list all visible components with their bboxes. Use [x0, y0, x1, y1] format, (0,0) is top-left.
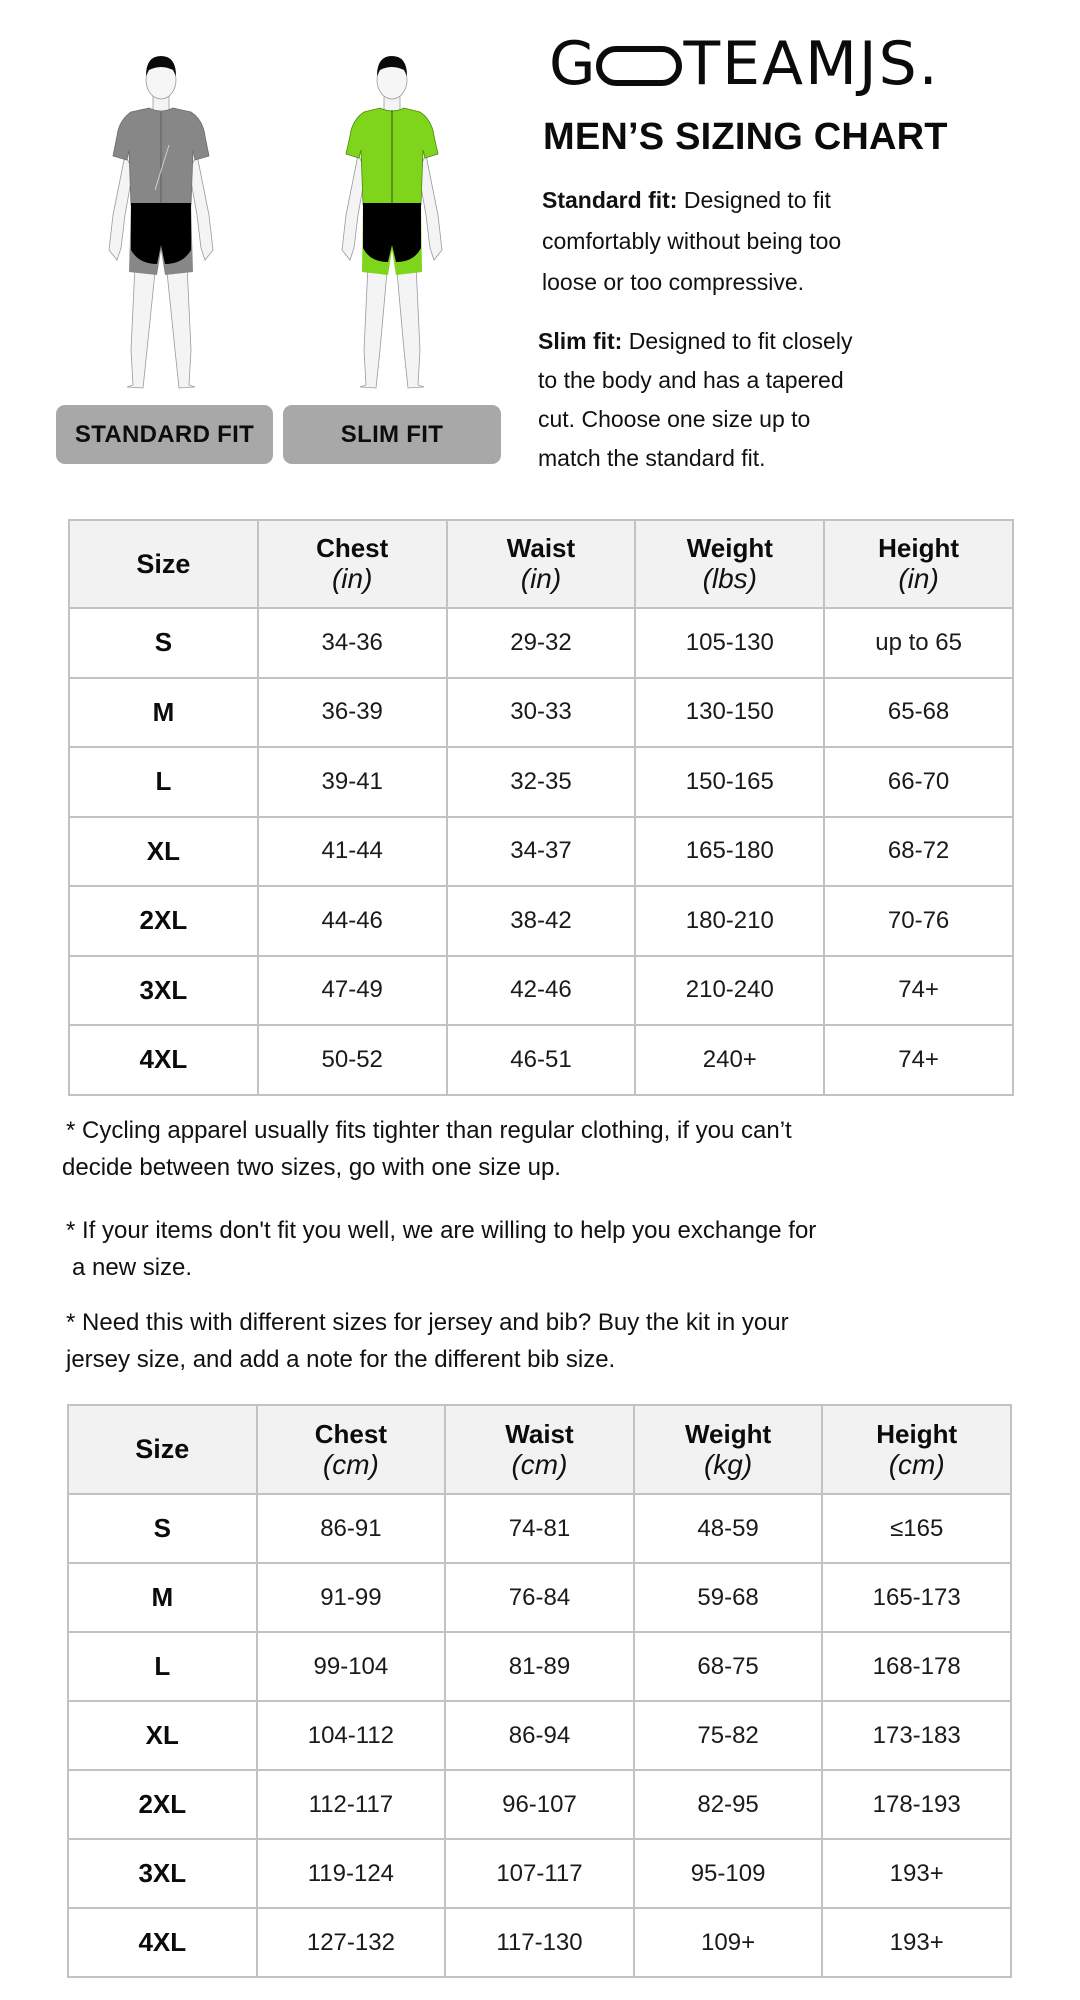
size-cell: L [68, 1632, 257, 1701]
height-cell: 173-183 [822, 1701, 1011, 1770]
size-cell: XL [69, 817, 258, 887]
weight-cell: 240+ [635, 1025, 824, 1095]
waist-cell: 117-130 [445, 1908, 634, 1977]
desc-line: cut. Choose one size up to [538, 406, 811, 432]
height-cell: 193+ [822, 1908, 1011, 1977]
header-unit: (cm) [511, 1448, 568, 1480]
standard-fit-button[interactable] [56, 405, 273, 464]
standard-fit-figure [91, 50, 231, 395]
standard-fit-button-label: STANDARD FIT [74, 420, 255, 448]
waist-cell: 29-32 [447, 608, 636, 678]
logo-pill-icon [596, 46, 682, 86]
weight-cell: 210-240 [635, 956, 824, 1026]
page-title: MEN’S SIZING CHART [543, 116, 948, 158]
waist-cell: 86-94 [445, 1701, 634, 1770]
table-row [69, 956, 1013, 1026]
header-height [822, 1405, 1011, 1494]
header-size [69, 520, 258, 608]
chest-cell: 119-124 [257, 1839, 446, 1908]
size-table-metric [67, 1404, 1012, 1978]
waist-cell: 74-81 [445, 1494, 634, 1563]
chest-cell: 112-117 [257, 1770, 446, 1839]
chest-cell: 50-52 [258, 1025, 447, 1095]
header-waist [447, 520, 636, 608]
header-label: Waist [506, 533, 576, 563]
desc-line: comfortably without being too [542, 228, 842, 254]
size-cell: 3XL [68, 1839, 257, 1908]
chest-cell: 91-99 [257, 1563, 446, 1632]
height-cell: 178-193 [822, 1770, 1011, 1839]
note-line: * Need this with different sizes for jersey and bib? Buy the kit in your [66, 1309, 789, 1336]
header-label: Size [136, 548, 191, 579]
size-cell: S [68, 1494, 257, 1563]
header-unit: (kg) [703, 1448, 753, 1480]
slim-fit-description [538, 322, 938, 478]
header-unit: (in) [898, 563, 939, 594]
weight-cell: 130-150 [635, 678, 824, 748]
logo-text-suffix: TEAMJS. [683, 29, 940, 99]
weight-cell: 105-130 [635, 608, 824, 678]
table-row [68, 1770, 1011, 1839]
chest-cell: 99-104 [257, 1632, 446, 1701]
height-cell: 165-173 [822, 1563, 1011, 1632]
header-label: Weight [686, 533, 773, 563]
table-header-row [69, 520, 1013, 608]
table-row [68, 1908, 1011, 1977]
standard-fit-desc-label: Standard fit: [542, 187, 678, 213]
logo-text-prefix: G [549, 29, 598, 99]
height-cell: 74+ [824, 1025, 1013, 1095]
note-fit-advice [62, 1112, 1042, 1186]
weight-cell: 59-68 [634, 1563, 823, 1632]
chest-cell: 127-132 [257, 1908, 446, 1977]
header-weight [634, 1405, 823, 1494]
weight-cell: 95-109 [634, 1839, 823, 1908]
note-exchange [62, 1212, 1042, 1286]
header-label: Weight [684, 1418, 772, 1449]
header-unit: (cm) [888, 1448, 945, 1480]
size-cell: XL [68, 1701, 257, 1770]
header-chest [258, 520, 447, 608]
chest-cell: 36-39 [258, 678, 447, 748]
size-cell: 2XL [68, 1770, 257, 1839]
slim-fit-desc-label: Slim fit: [538, 328, 623, 354]
note-line: a new size. [72, 1254, 193, 1281]
header-chest [257, 1405, 446, 1494]
desc-line: Designed to fit [677, 187, 831, 213]
chest-cell: 41-44 [258, 817, 447, 887]
table-row [69, 678, 1013, 748]
table-row [69, 747, 1013, 817]
cyclist-slim-illustration [322, 50, 462, 395]
note-line: jersey size, and add a note for the different bib size. [66, 1346, 616, 1373]
height-cell: 74+ [824, 956, 1013, 1026]
chest-cell: 34-36 [258, 608, 447, 678]
size-cell: L [69, 747, 258, 817]
waist-cell: 30-33 [447, 678, 636, 748]
waist-cell: 42-46 [447, 956, 636, 1026]
header-waist [445, 1405, 634, 1494]
standard-fit-description [542, 180, 942, 303]
header-label: Size [135, 1434, 190, 1464]
table-row [69, 1025, 1013, 1095]
desc-line: match the standard fit. [538, 445, 766, 471]
size-cell: 4XL [69, 1025, 258, 1095]
desc-line: to the body and has a tapered [538, 367, 844, 393]
header-label: Chest [316, 533, 389, 563]
chest-cell: 86-91 [257, 1494, 446, 1563]
height-cell: up to 65 [824, 608, 1013, 678]
table-row [68, 1839, 1011, 1908]
header-unit: (cm) [322, 1448, 379, 1480]
height-cell: 70-76 [824, 886, 1013, 956]
note-line: * If your items don't fit you well, we are willing to help you exchange for [66, 1217, 817, 1244]
header-unit: (in) [331, 563, 373, 594]
desc-line: loose or too compressive. [542, 269, 805, 295]
header-label: Waist [505, 1418, 574, 1449]
weight-cell: 48-59 [634, 1494, 823, 1563]
size-cell: 3XL [69, 956, 258, 1026]
size-cell: M [68, 1563, 257, 1632]
logo-wordmark [549, 29, 940, 99]
height-cell: 66-70 [824, 747, 1013, 817]
slim-fit-button-label: SLIM FIT [340, 420, 444, 448]
size-cell: 2XL [69, 886, 258, 956]
chest-cell: 44-46 [258, 886, 447, 956]
weight-cell: 109+ [634, 1908, 823, 1977]
waist-cell: 81-89 [445, 1632, 634, 1701]
table-row [68, 1701, 1011, 1770]
waist-cell: 38-42 [447, 886, 636, 956]
slim-fit-button[interactable] [283, 405, 501, 464]
chest-cell: 47-49 [258, 956, 447, 1026]
waist-cell: 76-84 [445, 1563, 634, 1632]
size-cell: S [69, 608, 258, 678]
desc-line: Designed to fit closely [622, 328, 853, 354]
cyclist-standard-illustration [91, 50, 231, 395]
waist-cell: 107-117 [445, 1839, 634, 1908]
weight-cell: 75-82 [634, 1701, 823, 1770]
waist-cell: 34-37 [447, 817, 636, 887]
size-cell: 4XL [68, 1908, 257, 1977]
size-cell: M [69, 678, 258, 748]
chest-cell: 39-41 [258, 747, 447, 817]
note-line: decide between two sizes, go with one size up. [62, 1154, 561, 1181]
weight-cell: 68-75 [634, 1632, 823, 1701]
height-cell: ≤165 [822, 1494, 1011, 1563]
chest-cell: 104-112 [257, 1701, 446, 1770]
table-row [69, 817, 1013, 887]
slim-fit-figure [322, 50, 462, 395]
header-label: Chest [314, 1418, 388, 1449]
waist-cell: 96-107 [445, 1770, 634, 1839]
header-label: Height [876, 1418, 958, 1449]
header-size [68, 1405, 257, 1494]
height-cell: 168-178 [822, 1632, 1011, 1701]
header-label: Height [878, 533, 960, 563]
note-line: * Cycling apparel usually fits tighter than regular clothing, if you can’t [66, 1117, 792, 1144]
weight-cell: 82-95 [634, 1770, 823, 1839]
height-cell: 193+ [822, 1839, 1011, 1908]
table-row [68, 1563, 1011, 1632]
size-table-imperial [68, 519, 1014, 1096]
table-row [68, 1494, 1011, 1563]
weight-cell: 150-165 [635, 747, 824, 817]
header-height [824, 520, 1013, 608]
table-row [69, 886, 1013, 956]
waist-cell: 32-35 [447, 747, 636, 817]
height-cell: 68-72 [824, 817, 1013, 887]
weight-cell: 165-180 [635, 817, 824, 887]
table-row [68, 1632, 1011, 1701]
brand-logo [549, 29, 969, 99]
note-mixed-sizes [62, 1304, 1042, 1378]
height-cell: 65-68 [824, 678, 1013, 748]
header-unit: (in) [520, 563, 562, 594]
header-weight [635, 520, 824, 608]
table-header-row [68, 1405, 1011, 1494]
header-unit: (lbs) [702, 563, 758, 594]
waist-cell: 46-51 [447, 1025, 636, 1095]
table-row [69, 608, 1013, 678]
weight-cell: 180-210 [635, 886, 824, 956]
